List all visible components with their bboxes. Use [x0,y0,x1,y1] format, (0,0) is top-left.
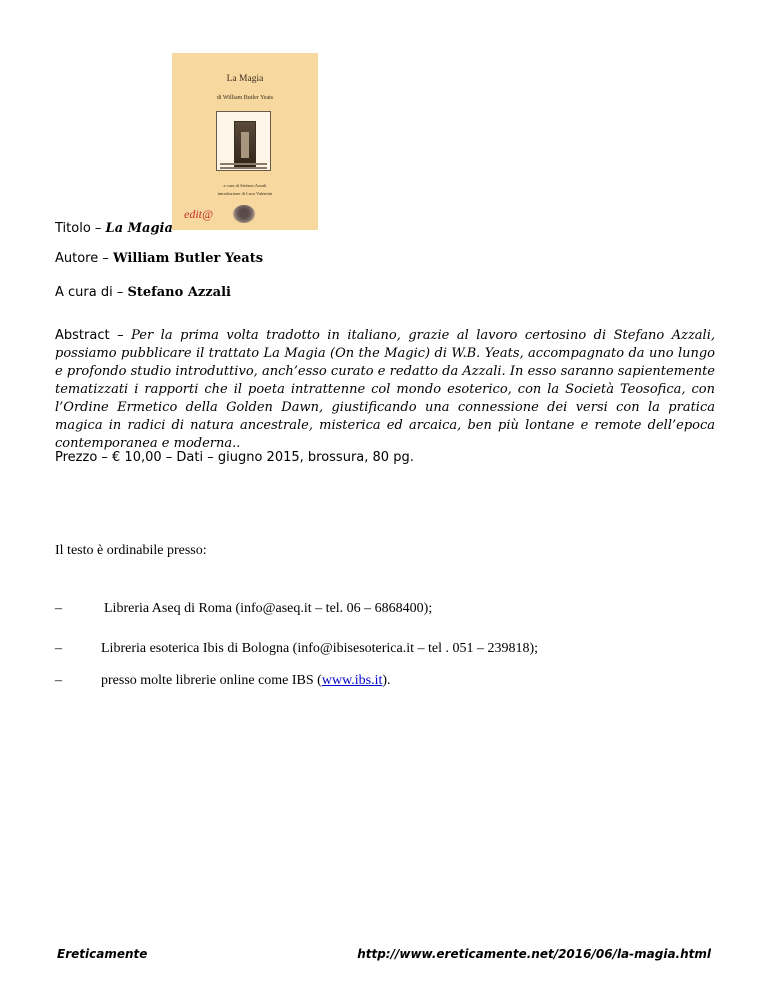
cover-publisher-logo: edit@ [184,207,214,221]
list-item-online-tail: ). [382,673,391,688]
ordering-intro: Il testo è ordinabile presso: [55,543,207,558]
abstract-label: Abstract – [55,328,132,343]
price-line: Prezzo – € 10,00 – Dati – giugno 2015, brossura, 80 pg. [55,450,414,465]
book-cover-image [172,53,318,230]
list-item-online [101,673,391,689]
cover-illustration [216,111,271,171]
editor-value: Stefano Azzali [127,285,231,300]
ibs-link[interactable]: www.ibs.it [321,673,383,688]
list-item-bullet: – [55,673,62,688]
footer-site-name: Ereticamente [57,947,148,961]
footer-url: http://www.ereticamente.net/2016/06/la-magia.html [357,947,711,961]
title-line [55,220,173,237]
author-value: William Butler Yeats [113,251,264,266]
list-item-ibis: Libreria esoterica Ibis di Bologna (info@ibisesoterica.it – tel . 051 – 239818); [101,641,539,656]
cover-subtitle: di William Butler Yeats [216,95,274,101]
doorway-icon [234,121,256,169]
list-item-aseq: Libreria Aseq di Roma (info@aseq.it – tel. 06 – 6868400); [104,601,433,616]
author-line [55,250,263,267]
cover-credit-intro: introduzione di Luca Valentini [217,191,273,196]
list-item-online-text: presso molte librerie online come IBS ( [101,673,322,688]
editor-line [55,284,231,301]
author-label: Autore – [55,251,114,266]
cover-credit-editor: a cura di Stefano Azzali [223,183,267,188]
title-value: La Magia [105,221,173,236]
abstract-text: Per la prima volta tradotto in italiano, grazie al lavoro certosino di Stefano Azzali, possiamo pubblicare il trattato La Magia (On the Magic) di W.B. Yeats, accompagnato da uno lungo e profondo studio introduttivo, anch’esso curato e redatto da Azzali. In esso saranno sapientemente tematizzati i rapporti che il poeta intrattenne col mondo esoterico, con la Società Teosofica, con l’Ordine Ermetico della Golden Dawn, giustificando una connessione dei versi con la pratica magica in radici di natura ancestrale, misterica ed arcaica, ben più lontane e remote dell’epoca contemporanea e moderna.. [55,328,716,451]
editor-label: A cura di – [55,285,128,300]
list-item-bullet: – [55,601,62,616]
cover-title: La Magia [226,74,264,84]
seal-icon [233,205,255,223]
abstract-paragraph [55,327,715,453]
list-item-bullet: – [55,641,62,656]
title-label: Titolo – [55,221,106,236]
